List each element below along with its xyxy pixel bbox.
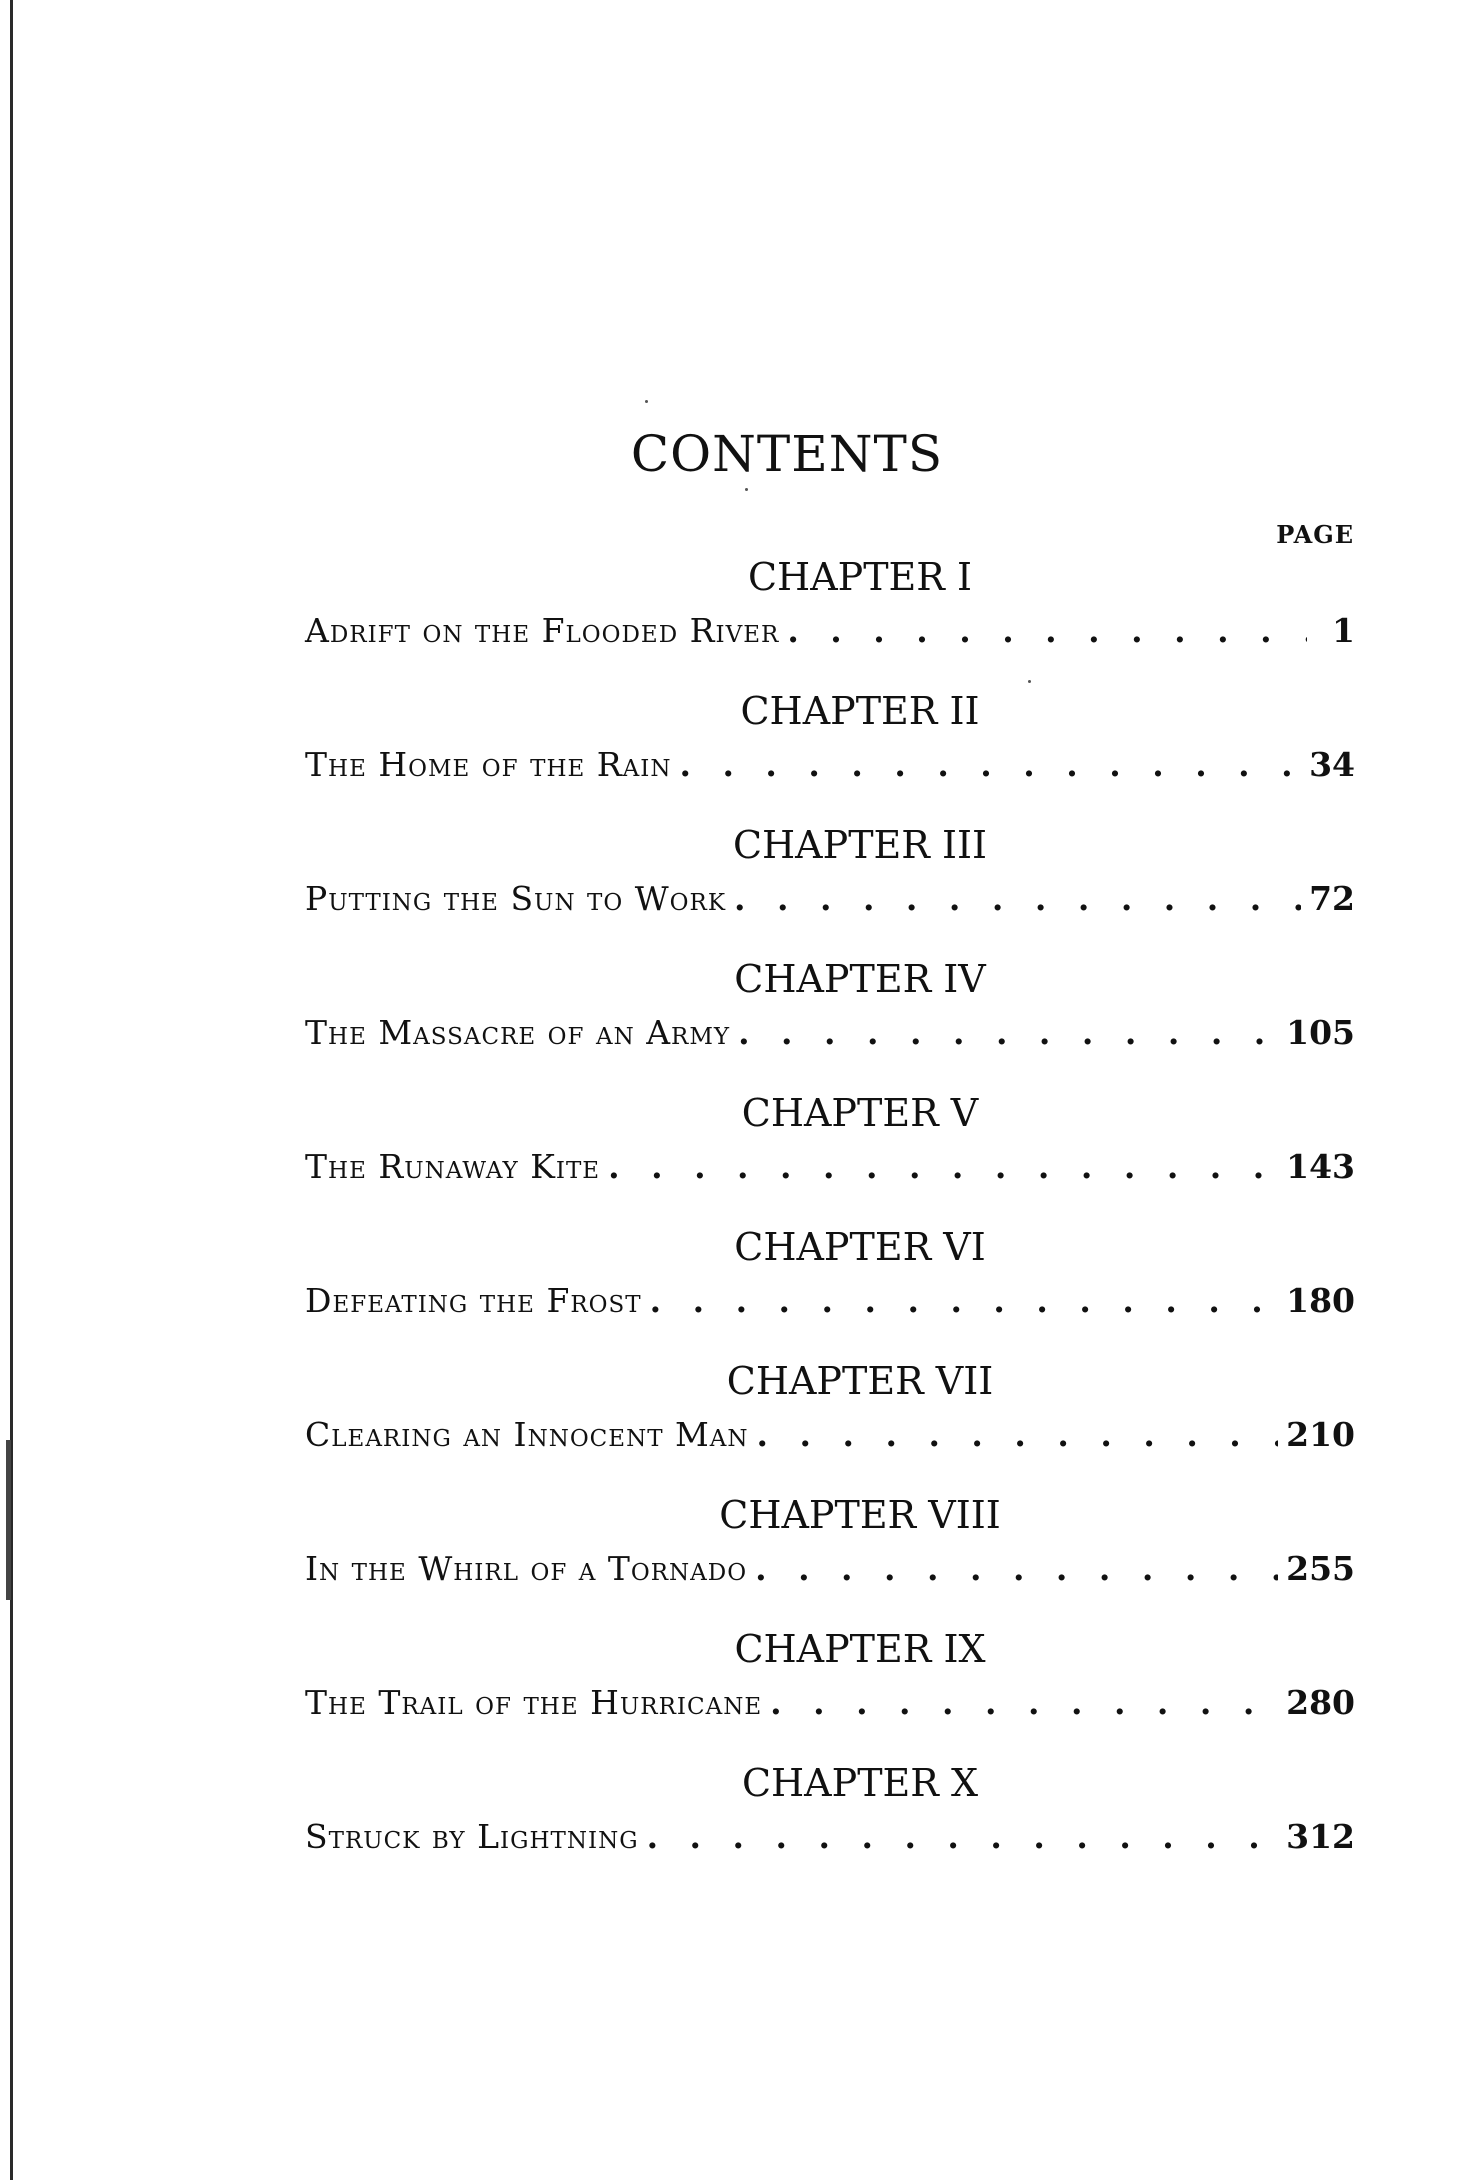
dot-leader [650,1281,1279,1320]
page-number: 143 [1286,1147,1355,1186]
chapter-title: The Runaway Kite [305,1147,601,1186]
chapter-heading: CHAPTER IV [734,957,986,1001]
page-edge-mark [6,1440,11,1600]
chapter-line [305,1549,1355,1588]
chapter-title: In the Whirl of a Tornado [305,1549,748,1588]
dot-leader [608,1147,1278,1186]
chapter-line [305,1683,1355,1722]
dot-leader [734,879,1301,918]
toc-entry [305,823,1355,957]
chapter-line [305,1013,1355,1052]
toc-entry [305,957,1355,1091]
page-number: 280 [1286,1683,1355,1722]
chapter-line [305,611,1355,650]
dot-leader [787,611,1307,650]
toc-entry [305,689,1355,823]
chapter-title: The Home of the Rain [305,745,672,784]
chapter-heading: CHAPTER I [747,555,972,599]
chapter-heading: CHAPTER VIII [719,1493,1001,1537]
page-number: 180 [1286,1281,1355,1320]
table-of-contents [305,555,1355,1895]
page-number: 34 [1309,745,1355,784]
chapter-line [305,879,1355,918]
dot-leader [679,745,1301,784]
chapter-line [305,745,1355,784]
chapter-heading: CHAPTER VI [734,1225,986,1269]
chapter-heading: CHAPTER VII [726,1359,994,1403]
toc-entry [305,1225,1355,1359]
dot-leader [757,1415,1279,1454]
chapter-heading: CHAPTER V [741,1091,979,1135]
chapter-title: Adrift on the Flooded River [305,611,780,650]
chapter-line [305,1415,1355,1454]
chapter-line [305,1147,1355,1186]
page-edge [10,0,13,2180]
chapter-title: Struck by Lightning [305,1817,639,1856]
toc-entry [305,1359,1355,1493]
page-number: 210 [1286,1415,1355,1454]
toc-entry [305,1091,1355,1225]
chapter-heading: CHAPTER X [741,1761,979,1805]
chapter-title: Clearing an Innocent Man [305,1415,749,1454]
toc-entry [305,1627,1355,1761]
chapter-heading: CHAPTER II [740,689,980,733]
toc-entry [305,555,1355,689]
page-title: CONTENTS [630,425,944,483]
chapter-title: The Massacre of an Army [305,1013,731,1052]
toc-entry [305,1493,1355,1627]
chapter-title: Defeating the Frost [305,1281,642,1320]
dot-leader [770,1683,1278,1722]
chapter-heading: CHAPTER III [732,823,988,867]
chapter-line [305,1281,1355,1320]
speck [645,400,648,403]
dot-leader [755,1549,1278,1588]
page-number: 1 [1332,611,1355,650]
page-number: 312 [1286,1817,1355,1856]
chapter-line [305,1817,1355,1856]
chapter-title: The Trail of the Hurricane [305,1683,763,1722]
toc-entry [305,1761,1355,1895]
page-column-header: PAGE [1276,520,1354,549]
page-number: 105 [1286,1013,1355,1052]
chapter-title: Putting the Sun to Work [305,879,727,918]
speck [745,488,748,491]
page-number: 255 [1286,1549,1355,1588]
dot-leader [647,1817,1279,1856]
chapter-heading: CHAPTER IX [734,1627,986,1671]
dot-leader [738,1013,1278,1052]
page-number: 72 [1309,879,1355,918]
